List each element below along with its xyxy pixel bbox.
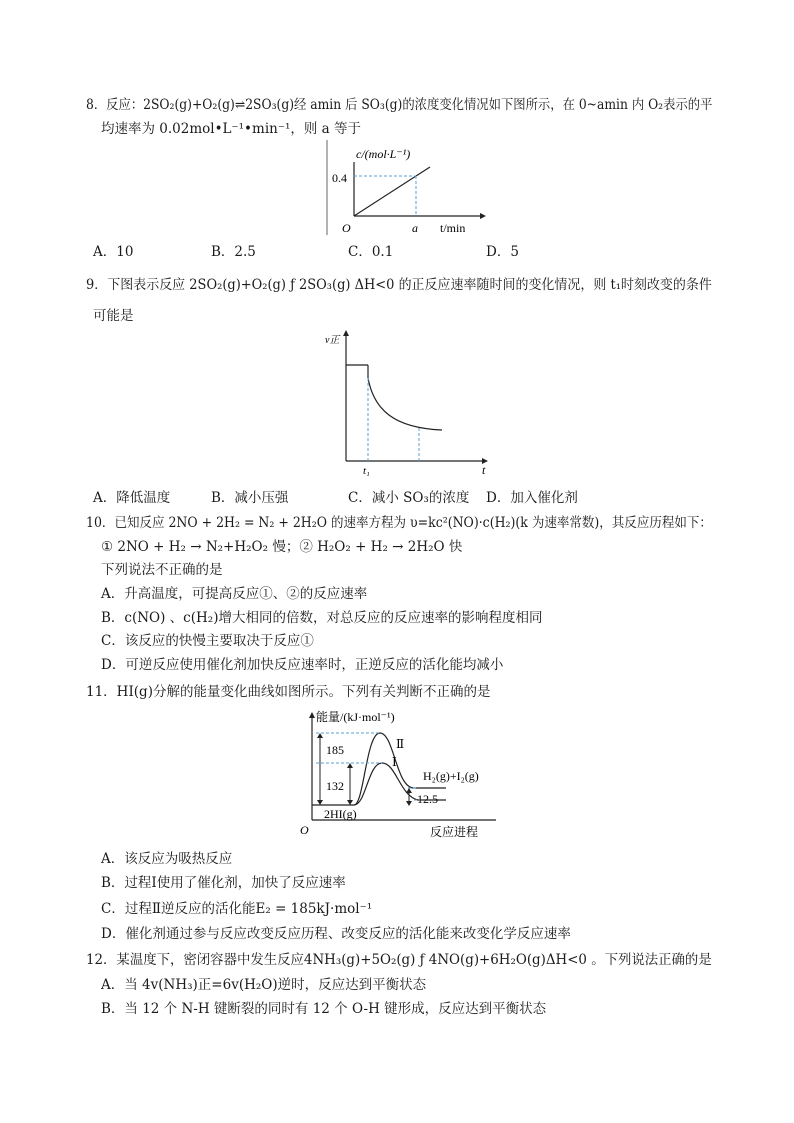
q8-x-label: t/min [440, 221, 466, 235]
q11-product-label: H₂(g)+I₂(g) [423, 769, 479, 783]
q12-stem: 12．某温度下，密闭容器中发生反应4NH₃(g)+5O₂(g) ƒ 4NO(g)+6H₂O(g)ΔH<0 。下列说法正确的是 [86, 952, 712, 968]
q9-option-a[interactable]: A．降低温度 [93, 490, 171, 506]
q10-option-c[interactable]: C．该反应的快慢主要取决于反应① [101, 633, 314, 649]
q9-y-label: v正 [325, 335, 340, 346]
q8-x-tick: a [412, 221, 418, 235]
q8-y-tick: 0.4 [332, 171, 347, 185]
q8-y-label: c/(mol·L⁻¹) [356, 147, 411, 161]
q10-option-b[interactable]: B．c(NO) 、c(H₂)增大相同的倍数，对总反应的反应速率的影响程度相同 [101, 610, 543, 626]
q11-label-132: 132 [326, 779, 344, 793]
q10-option-a[interactable]: A．升高温度，可提高反应①、②的反应速率 [101, 586, 368, 602]
q11-graph [296, 708, 506, 842]
q10-stem-line1: 10．已知反应 2NO + 2H₂ = N₂ + 2H₂O 的速率方程为 υ=kc²(NO)·c(H₂)(k 为速率常数)，其反应历程如下： [86, 515, 712, 531]
q8-graph [320, 140, 495, 235]
q9-option-c[interactable]: C．减小 SO₃的浓度 [348, 490, 470, 506]
q9-stem-line1: 9．下图表示反应 2SO₂(g)+O₂(g) ƒ 2SO₃(g) ΔH<0 的正反应速率随时间的变化情况，则 t₁时刻改变的条件 [86, 277, 712, 293]
q11-reactant-label: 2HI(g) [324, 807, 357, 821]
q9-x-label: t [482, 463, 486, 477]
q11-curve-II-label: Ⅱ [396, 737, 405, 751]
q10-option-d[interactable]: D．可逆反应使用催化剂加快反应速率时，正逆反应的活化能均减小 [101, 657, 504, 673]
q8-option-b[interactable]: B．2.5 [211, 244, 256, 260]
q9-graph [322, 328, 494, 478]
q10-question: 下列说法不正确的是 [101, 562, 223, 578]
q9-rate-curve [368, 378, 442, 430]
q11-option-d[interactable]: D．催化剂通过参与反应改变反应历程、改变反应的活化能来改变化学反应速率 [101, 926, 571, 942]
q11-label-185: 185 [326, 743, 344, 757]
q11-x-label: 反应进程 [430, 825, 479, 839]
q12-option-a[interactable]: A．当 4v(NH₃)正=6v(H₂O)逆时，反应达到平衡状态 [101, 977, 427, 993]
q12-option-b[interactable]: B．当 12 个 N-H 键断裂的同时有 12 个 O-H 键形成，反应达到平衡状态 [101, 1001, 547, 1017]
q10-mechanism: ① 2NO + H₂ → N₂+H₂O₂ 慢；② H₂O₂ + H₂ → 2H₂O 快 [101, 539, 463, 555]
q8-option-a[interactable]: A．10 [93, 244, 134, 260]
q8-option-d[interactable]: D．5 [486, 244, 519, 260]
q11-option-c[interactable]: C．过程Ⅱ逆反应的活化能E₂ = 185kJ·mol⁻¹ [101, 901, 373, 917]
q11-curve-I-label: Ⅰ [392, 755, 397, 769]
q11-option-b[interactable]: B．过程Ⅰ使用了催化剂，加快了反应速率 [101, 875, 346, 891]
q8-stem-line2: 均速率为 0.02mol•L⁻¹•min⁻¹，则 a 等于 [101, 121, 362, 137]
q9-option-b[interactable]: B．减小压强 [211, 490, 289, 506]
q11-origin: O [300, 823, 309, 837]
q9-x-tick: t₁ [363, 465, 370, 477]
q8-option-c[interactable]: C．0.1 [348, 244, 394, 260]
q11-label-12-5: 12.5 [417, 792, 438, 806]
q8-conc-line [354, 167, 430, 216]
q9-stem-line2: 可能是 [93, 308, 134, 324]
q8-stem-line1: 8．反应：2SO₂(g)+O₂(g)⇌2SO₃(g)经 amin 后 SO₃(g)的浓度变化情况如下图所示，在 0~amin 内 O₂表示的平 [86, 97, 713, 113]
q11-y-label: 能量/(kJ·mol⁻¹) [316, 710, 395, 724]
q11-stem: 11．HI(g)分解的能量变化曲线如图所示。下列有关判断不正确的是 [86, 684, 491, 700]
q8-origin: O [342, 221, 351, 235]
q11-option-a[interactable]: A．该反应为吸热反应 [101, 851, 233, 867]
q9-option-d[interactable]: D．加入催化剂 [486, 490, 578, 506]
